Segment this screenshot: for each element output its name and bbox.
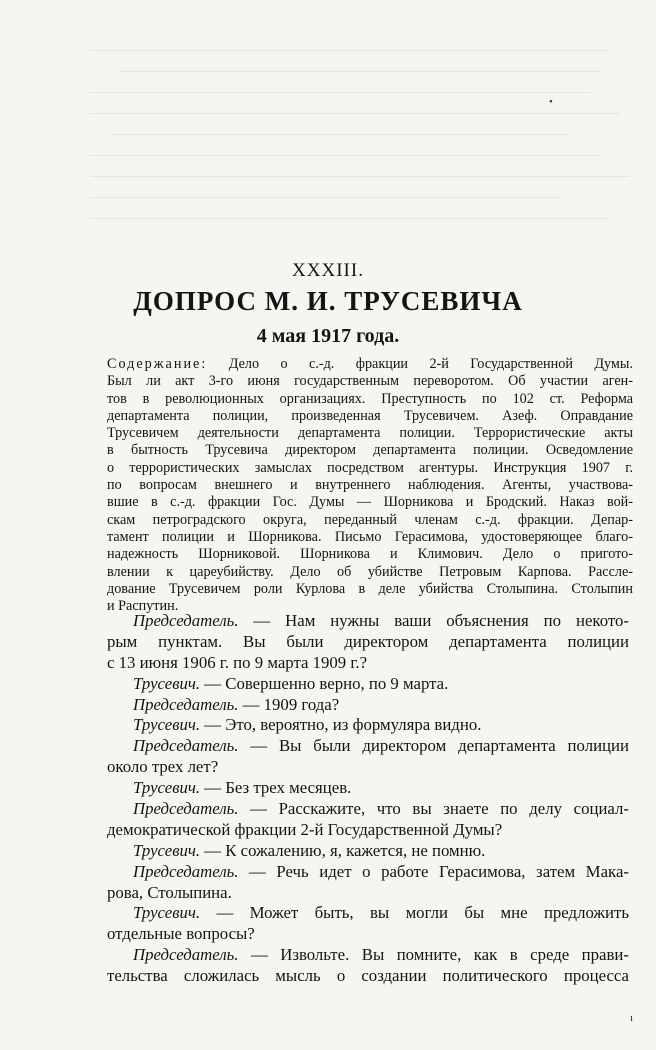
transcript-line [107, 883, 629, 904]
interrogation-transcript [107, 611, 629, 987]
speech-text: — Это, вероятно, из формуляра видно. [200, 715, 482, 735]
speaker-name: Трусевич. [133, 673, 201, 693]
page-title: ДОПРОС М. И. ТРУСЕВИЧА [133, 286, 523, 316]
contents-summary [107, 356, 633, 615]
contents-line: Содержание: Дело о с.-д. фракции 2-й Государственной Думы. [107, 356, 633, 372]
transcript-line [107, 966, 629, 987]
chapter-number: XXXIII. [292, 260, 364, 281]
speaker-name: Трусевич. [133, 903, 201, 923]
speech-text: — Без трех месяцев. [200, 778, 352, 798]
contents-line: вшие в с.-д. фракции Гос. Думы — Шорникова и Бродский. Наказ вой- [107, 494, 633, 511]
speaker-name: Трусевич. [133, 778, 201, 798]
contents-line: тов в революционных организациях. Преступность по 102 ст. Реформа [107, 390, 633, 407]
transcript-line [107, 611, 629, 632]
stray-print-mark: • [549, 96, 553, 108]
speaker-name: Трусевич. [133, 715, 201, 735]
speech-text: отдельные вопросы? [107, 924, 255, 944]
speech-text: — Нам нужны ваши объяснения по некото- [238, 611, 629, 630]
transcript-line [107, 736, 629, 757]
speaker-name: Председатель. [133, 799, 239, 819]
speech-text: рым пунктам. Вы были директором департамента полиции [107, 631, 629, 651]
transcript-line [107, 778, 629, 799]
contents-line: надежность Шорниковой. Шорникова и Климович. Дело о пригото- [107, 546, 633, 563]
speaker-name: Трусевич. [133, 840, 201, 860]
contents-line: влении к цареубийству. Дело об убийстве Петровым Карпова. Рассле- [107, 563, 633, 580]
speech-text: — К сожалению, я, кажется, не помню. [200, 840, 486, 860]
contents-line: тамент полиции и Шорникова. Письмо Герасимова, удостоверяющее благо- [107, 528, 633, 545]
contents-line: о террористических замыслах посредством агентуры. Инструкция 1907 г. [107, 459, 633, 476]
speech-text: — Расскажите, что вы знаете по делу социал- [238, 799, 629, 819]
speech-text: — Может быть, вы могли бы мне предложить [200, 903, 629, 923]
contents-line: в бытность Трусевича директором департамента полиции. Осведомление [107, 442, 633, 459]
speech-text: демократической фракции 2-й Государственной Думы? [107, 819, 503, 839]
contents-line: Был ли акт 3-го июня государственным переворотом. Об участии аген- [107, 373, 633, 390]
speaker-name: Председатель. [133, 736, 239, 756]
speaker-name: Председатель. [133, 945, 239, 965]
transcript-line [107, 653, 629, 674]
stray-print-mark: ı [630, 1012, 634, 1024]
transcript-line [107, 903, 629, 924]
speech-text: с 13 июня 1906 г. по 9 марта 1909 г.? [107, 652, 368, 672]
contents-line: Трусевичем деятельности департамента полиции. Террористические акты [107, 425, 633, 442]
speech-text: тельства сложилась мысль о создании политического процесса [107, 966, 629, 986]
speaker-name: Председатель. [133, 611, 239, 630]
interrogation-date: 4 мая 1917 года. [256, 325, 400, 347]
transcript-line [107, 674, 629, 695]
contents-line: дование Трусевичем роли Курлова в деле убийства Столыпина. Столыпин [107, 580, 633, 597]
contents-line: и Распутин. [107, 598, 179, 615]
transcript-line [107, 632, 629, 653]
transcript-line [107, 695, 629, 716]
bleed-through-texture-top [90, 40, 650, 239]
contents-line: департамента полиции, произведенная Трусевичем. Азеф. Оправдание [107, 407, 633, 424]
contents-line: скам петроградского округа, переданный членам с.-д. фракции. Депар- [107, 511, 633, 528]
transcript-line [107, 862, 629, 883]
transcript-line [107, 820, 629, 841]
speech-text: — Извольте. Вы помните, как в среде прави- [238, 945, 629, 965]
speech-text: — Совершенно верно, по 9 марта. [200, 673, 449, 693]
speaker-name: Председатель. [133, 861, 239, 881]
transcript-line [107, 924, 629, 945]
speech-text: — Речь идет о работе Герасимова, затем Мака- [238, 861, 629, 881]
transcript-line [107, 945, 629, 966]
speaker-name: Председатель. [133, 694, 239, 714]
speech-text: — Вы были директором департамента полиции [238, 736, 629, 756]
speech-text: рова, Столыпина. [107, 882, 232, 902]
speech-text: около трех лет? [107, 757, 219, 777]
transcript-line [107, 715, 629, 736]
transcript-line [107, 799, 629, 820]
contents-line: по вопросам внешнего и внутреннего наблюдения. Агенты, участвова- [107, 477, 633, 494]
transcript-line [107, 841, 629, 862]
transcript-line [107, 757, 629, 778]
speech-text: — 1909 года? [238, 694, 340, 714]
contents-label: Содержание: [107, 356, 208, 372]
